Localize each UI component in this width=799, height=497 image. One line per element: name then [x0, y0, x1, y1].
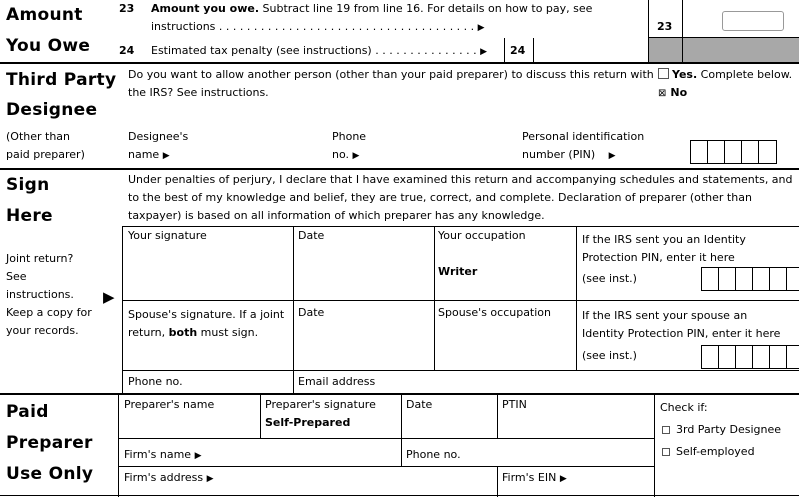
- self-employed-label: Self-employed: [676, 445, 755, 458]
- preparer-name-field[interactable]: Preparer's name: [124, 398, 215, 411]
- your-occupation-label: Your occupation: [438, 229, 526, 242]
- designee-pin-label-line1: Personal identification: [522, 130, 645, 143]
- amount-heading-line2: You Owe: [6, 36, 91, 56]
- line-23-text: [151, 2, 592, 15]
- preparer-date-field[interactable]: Date: [406, 398, 433, 411]
- declaration-line: Under penalties of perjury, I declare that I have examined this return and accompanying schedules and statements, and: [128, 173, 793, 186]
- designee-phone-label-line1: Phone: [332, 130, 367, 143]
- self-employed-option[interactable]: [662, 445, 755, 458]
- spouse-pin-line: Identity Protection PIN, enter it here: [582, 327, 781, 340]
- designee-name-label-line1: Designee's: [128, 130, 189, 143]
- firm-ein-label: Firm's EIN: [502, 471, 557, 484]
- spouse-date-field[interactable]: Date: [298, 306, 325, 319]
- preparer-heading-line2: Preparer: [6, 433, 93, 453]
- firm-address-label: Firm's address: [124, 471, 204, 484]
- designee-sub-line1: (Other than: [6, 130, 71, 143]
- arrow-right-icon: ▶: [477, 23, 485, 33]
- yes-suffix: Complete below.: [697, 68, 793, 81]
- arrow-right-icon: ▶: [194, 451, 202, 461]
- designee-phone-label: no.: [332, 148, 350, 161]
- arrow-right-icon: ▶: [608, 151, 616, 161]
- designee-question-line1: Do you want to allow another person (other than your paid preparer) to discuss this return with: [128, 68, 654, 81]
- firm-address-field[interactable]: [124, 471, 214, 484]
- designee-no-option[interactable]: [658, 86, 687, 99]
- preparer-signature-label: Preparer's signature: [265, 398, 376, 411]
- spouse-pin-label: [582, 307, 780, 343]
- line-23-number: 23: [119, 2, 135, 15]
- email-address-field[interactable]: Email address: [298, 375, 376, 388]
- designee-sub-line2: paid preparer): [6, 148, 85, 161]
- joint-line: instructions.: [6, 288, 74, 301]
- preparer-heading-line3: Use Only: [6, 464, 94, 484]
- designee-pin-label-line2: [522, 148, 616, 161]
- phone-no-field[interactable]: Phone no.: [128, 375, 183, 388]
- line-23-instructions: instructions: [151, 20, 216, 33]
- preparer-heading-line1: Paid: [6, 402, 49, 422]
- spouse-pin-input[interactable]: [701, 345, 799, 369]
- joint-line: See: [6, 270, 27, 283]
- firm-phone-field[interactable]: Phone no.: [406, 448, 461, 461]
- line-24-text-row: Estimated tax penalty (see instructions) . . . . . . . . . . . . . . . ▶: [151, 44, 488, 57]
- spouse-occupation-field[interactable]: Spouse's occupation: [438, 306, 552, 319]
- declaration-line: taxpayer) is based on all information of which preparer has any knowledge.: [128, 209, 545, 222]
- checkbox-unchecked-icon[interactable]: [662, 448, 670, 456]
- checkbox-unchecked-icon[interactable]: [662, 426, 670, 434]
- yes-label: Yes.: [672, 68, 698, 81]
- arrow-right-icon: ▶: [480, 47, 488, 57]
- ip-pin-input[interactable]: [701, 267, 799, 291]
- ip-pin-see-inst: (see inst.): [582, 272, 637, 285]
- line-23-text2: instructions . . . . . . . . . . . . . . . . . . . . . . . . . . . . . . . . . . . . . ▶: [151, 20, 485, 33]
- joint-return-note: [6, 250, 92, 340]
- arrow-right-icon: ▶: [162, 151, 170, 161]
- declaration: [128, 171, 793, 225]
- designee-name-label: name: [128, 148, 160, 161]
- spouse-pin-line: If the IRS sent your spouse an: [582, 309, 748, 322]
- sign-heading-line1: Sign: [6, 175, 50, 195]
- third-party-designee-option[interactable]: [662, 423, 781, 436]
- line-24-box-label: 24: [510, 44, 526, 57]
- designee-pin-input[interactable]: [690, 140, 777, 164]
- amount-heading-line1: Amount: [6, 5, 83, 25]
- ip-pin-label: [582, 231, 746, 267]
- sign-heading-line2: Here: [6, 206, 53, 226]
- firm-name-label: Firm's name: [124, 448, 192, 461]
- arrow-right-icon: ▶: [352, 151, 360, 161]
- arrow-right-icon: ▶: [559, 474, 567, 484]
- line-24-number: 24: [119, 44, 135, 57]
- check-if-label: Check if:: [660, 401, 708, 414]
- ptin-field[interactable]: PTIN: [502, 398, 527, 411]
- amount-owed-input[interactable]: [722, 11, 784, 31]
- shaded-area: [649, 38, 799, 62]
- ip-pin-line: If the IRS sent you an Identity: [582, 233, 746, 246]
- line-23-box-label: 23: [657, 20, 673, 33]
- designee-heading-line1: Third Party: [6, 70, 117, 90]
- joint-line: your records.: [6, 324, 79, 337]
- spouse-pin-see-inst: (see inst.): [582, 349, 637, 362]
- declaration-line: to the best of my knowledge and belief, they are true, correct, and complete. Declaration of preparer (other than: [128, 191, 752, 204]
- spouse-sig-text: return,: [128, 326, 169, 339]
- third-party-label: 3rd Party Designee: [676, 423, 782, 436]
- firm-ein-field[interactable]: [502, 471, 567, 484]
- line-24-text: Estimated tax penalty (see instructions): [151, 44, 372, 57]
- designee-heading-line2: Designee: [6, 100, 98, 120]
- designee-question-line2: the IRS? See instructions.: [128, 86, 269, 99]
- no-label: No: [670, 86, 688, 99]
- line-23-description: Subtract line 19 from line 16. For details on how to pay, see: [259, 2, 593, 15]
- your-signature-field[interactable]: Your signature: [128, 229, 207, 242]
- signature-date-field[interactable]: Date: [298, 229, 325, 242]
- checkbox-unchecked-icon[interactable]: [658, 68, 669, 79]
- arrow-right-icon: ▶: [206, 474, 214, 484]
- designee-phone-label-line2: [332, 148, 359, 161]
- your-occupation-value[interactable]: Writer: [438, 265, 478, 278]
- firm-name-field[interactable]: [124, 448, 202, 461]
- spouse-signature-field[interactable]: [128, 306, 284, 342]
- joint-line: Joint return?: [6, 252, 74, 265]
- joint-line: Keep a copy for: [6, 306, 92, 319]
- designee-yes-option[interactable]: [658, 68, 792, 81]
- sign-arrow-icon: ▶: [103, 288, 115, 306]
- spouse-sig-line1: Spouse's signature. If a joint: [128, 308, 285, 321]
- ip-pin-line: Protection PIN, enter it here: [582, 251, 735, 264]
- checkbox-checked-icon[interactable]: ⊠: [658, 88, 667, 99]
- designee-pin-label: number (PIN): [522, 148, 596, 161]
- line-23-title: Amount you owe.: [151, 2, 260, 15]
- spouse-sig-both: both: [168, 326, 198, 339]
- preparer-signature-value[interactable]: Self-Prepared: [265, 416, 351, 429]
- spouse-sig-text: must sign.: [197, 326, 259, 339]
- designee-name-label-line2: [128, 148, 170, 161]
